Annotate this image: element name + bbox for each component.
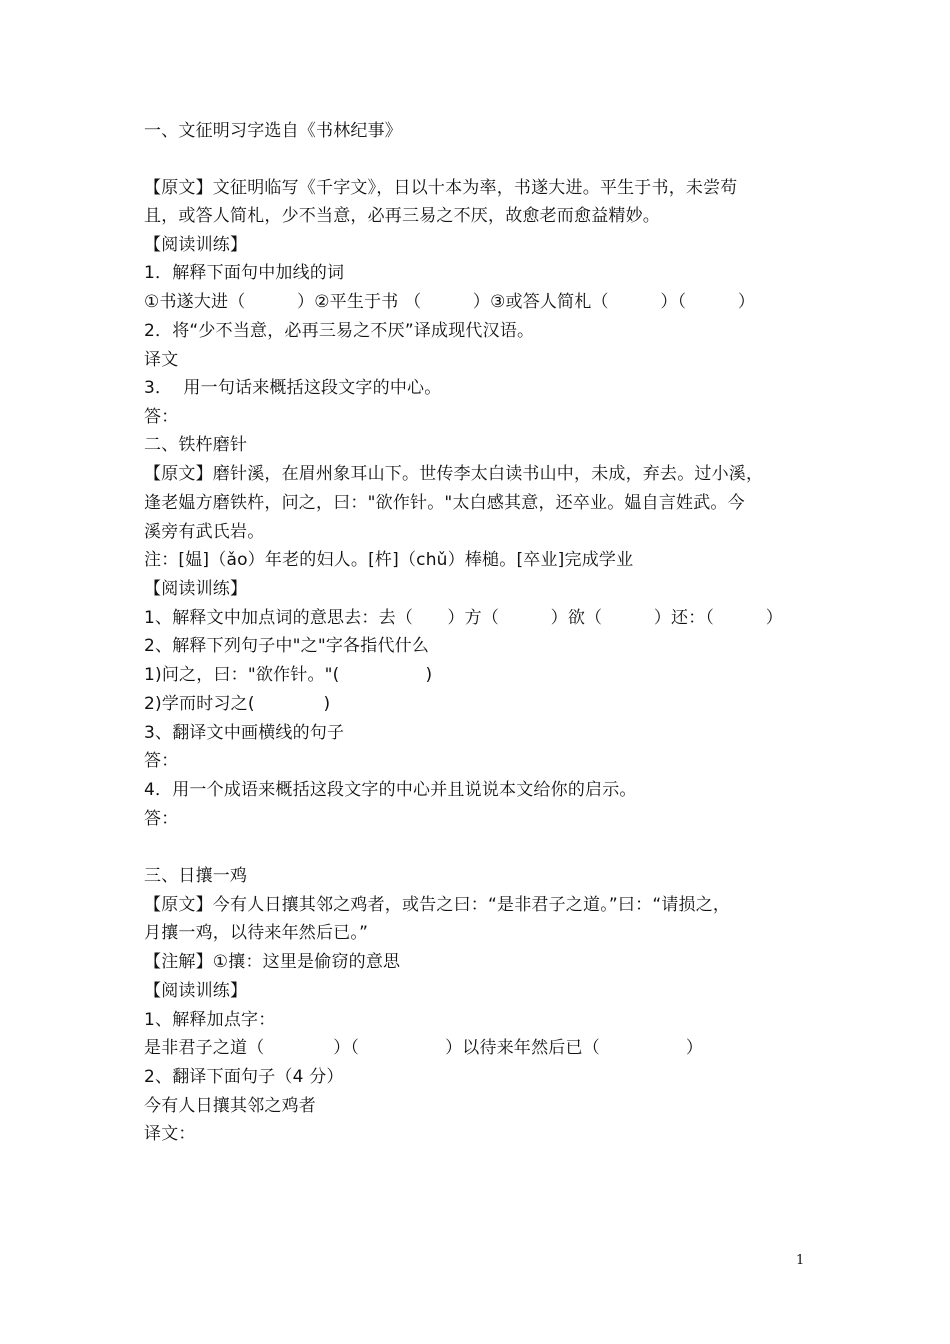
section-3-sentence: 今有人日攘其邻之鸡者 [144,1096,316,1116]
section-3-question-2: 2、翻译下面句子（4 分） [144,1067,344,1087]
section-2-question-1: 1、解释文中加点词的意思去：去（ ）方（ ）欲（ ）还：（ ） [144,608,783,628]
section-1-question-2: 2．将“少不当意，必再三易之不厌”译成现代汉语。 [144,321,535,341]
section-2-question-3: 3、翻译文中画横线的句子 [144,723,345,743]
section-2-question-2-item-1: 1)问之，曰："欲作针。"( ) [144,665,433,685]
section-2-answer-label-2: 答： [144,809,179,829]
section-2-question-2: 2、解释下列句子中"之"字各指代什么 [144,636,430,656]
section-3-question-1: 1、解释加点字： [144,1010,276,1030]
section-1-question-1: 1．解释下面句中加线的词 [144,263,345,283]
section-1-title: 一、文征明习字选自《书林纪事》 [144,121,402,141]
section-1-question-3: 3． 用一句话来概括这段文字的中心。 [144,378,442,398]
section-3-translation-label: 译文： [144,1124,196,1144]
section-1-original-text-line-1: 【原文】文征明临写《千字文》，日以十本为率，书遂大进。平生于书，未尝苟 [144,178,738,198]
section-1-translation-label: 译文 [144,350,179,370]
section-2-answer-label-1: 答： [144,751,179,771]
section-2-question-2-item-2: 2)学而时习之( ) [144,694,331,714]
section-2-title: 二、铁杵磨针 [144,435,248,455]
section-2-reading-heading: 【阅读训练】 [144,579,248,599]
section-3-original-text-line-2: 月攘一鸡，以待来年然后已。” [144,923,369,943]
section-1-original-text-line-2: 且，或答人简札，少不当意，必再三易之不厌，故愈老而愈益精妙。 [144,206,660,226]
page-number: 1 [796,1253,805,1268]
section-1-reading-heading: 【阅读训练】 [144,235,248,255]
section-3-question-1-blanks: 是非君子之道（ ）（ ）以待来年然后已（ ） [144,1038,704,1058]
section-2-original-text-line-1: 【原文】磨针溪，在眉州象耳山下。世传李太白读书山中，未成，弃去。过小溪， [144,464,764,484]
section-3-title: 三、日攘一鸡 [144,866,248,886]
section-3-original-text-line-1: 【原文】今有人日攘其邻之鸡者，或告之曰：“是非君子之道。”曰：“请损之， [144,895,731,915]
section-1-question-1-blanks: ①书遂大进（ ）②平生于书 （ ）③或答人简札（ ）（ ） [144,292,756,312]
section-2-original-text-line-3: 溪旁有武氏岩。 [144,522,265,542]
section-2-notes: 注：[媪]（ǎo）年老的妇人。[杵]（chǔ）棒槌。[卒业]完成学业 [144,550,634,570]
section-1-answer-label: 答： [144,407,179,427]
section-3-reading-heading: 【阅读训练】 [144,981,248,1001]
section-3-annotation: 【注解】①攘：这里是偷窃的意思 [144,952,401,972]
section-2-question-4: 4．用一个成语来概括这段文字的中心并且说说本文给你的启示。 [144,780,637,800]
section-2-original-text-line-2: 逢老媪方磨铁杵，问之，曰："欲作针。"太白感其意，还卒业。媪自言姓武。今 [144,493,745,513]
